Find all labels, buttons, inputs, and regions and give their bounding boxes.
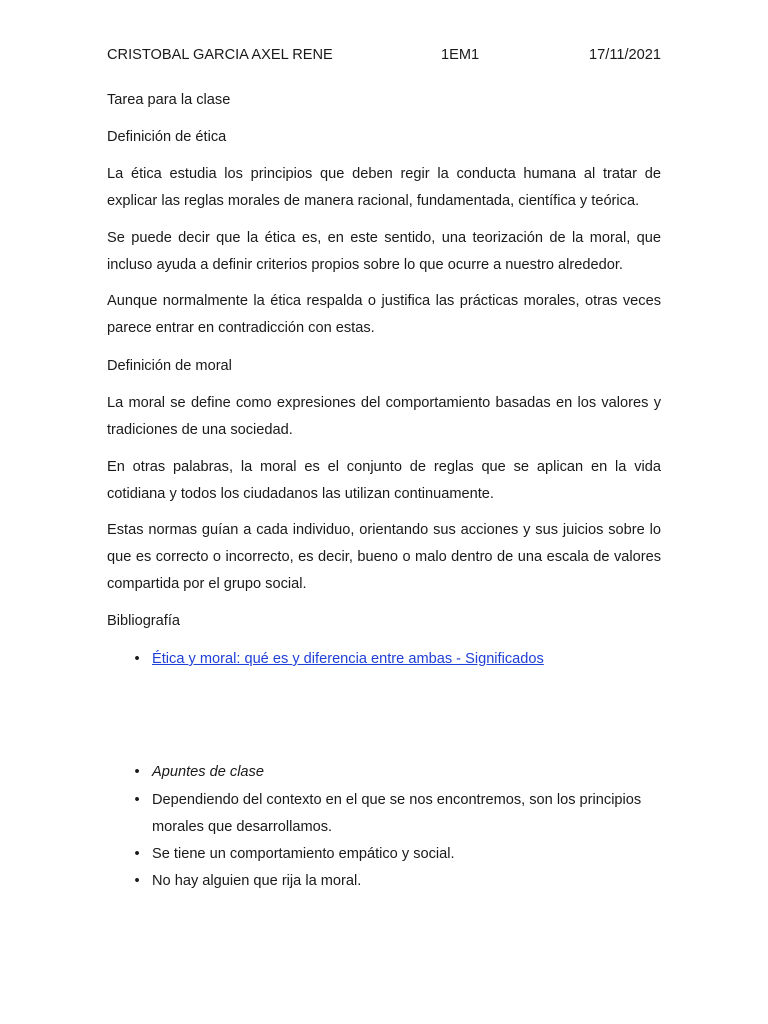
ethics-heading: Definición de ética [107,129,227,145]
bullet-icon: • [134,846,140,862]
student-name: CRISTOBAL GARCIA AXEL RENE [107,47,333,63]
note-text: No hay alguien que rija la moral. [152,873,362,889]
notes-title: Apuntes de clase [152,764,264,780]
task-title: Tarea para la clase [107,92,231,108]
ethics-paragraph-1: La ética estudia los principios que deben regir la conducta humana al tratar de explicar las reglas morales de manera racional, fundamentada, científica y teórica. [107,166,661,209]
moral-paragraph-1: La moral se define como expresiones del comportamiento basadas en los valores y tradiciones de una sociedad. [107,395,661,438]
bibliography-heading: Bibliografía [107,613,181,629]
moral-heading: Definición de moral [107,358,232,374]
student-group: 1EM1 [441,47,480,63]
document-header [107,44,661,66]
bullet-icon: • [134,651,140,667]
note-text: Dependiendo del contexto en el que se nos encontremos, son los principios morales que desarrollamos. [152,792,642,835]
moral-paragraph-3: Estas normas guían a cada individuo, orientando sus acciones y sus juicios sobre lo que es correcto o incorrecto, es decir, bueno o malo dentro de una escala de valores compartida por el grupo social. [107,522,661,592]
bullet-icon: • [134,792,140,808]
bibliography-link[interactable]: Ética y moral: qué es y diferencia entre ambas - Significados [152,651,544,667]
ethics-paragraph-3: Aunque normalmente la ética respalda o justifica las prácticas morales, otras veces parece entrar en contradicción con estas. [107,293,661,336]
document-date: 17/11/2021 [589,47,661,63]
bullet-icon: • [134,764,140,780]
bullet-icon: • [134,873,140,889]
moral-paragraph-2: En otras palabras, la moral es el conjunto de reglas que se aplican en la vida cotidiana y todos los ciudadanos las utilizan continuamente. [107,459,661,502]
note-text: Se tiene un comportamiento empático y social. [152,846,455,862]
ethics-paragraph-2: Se puede decir que la ética es, en este sentido, una teorización de la moral, que incluso ayuda a definir criterios propios sobre lo que ocurre a nuestro alrededor. [107,230,661,273]
